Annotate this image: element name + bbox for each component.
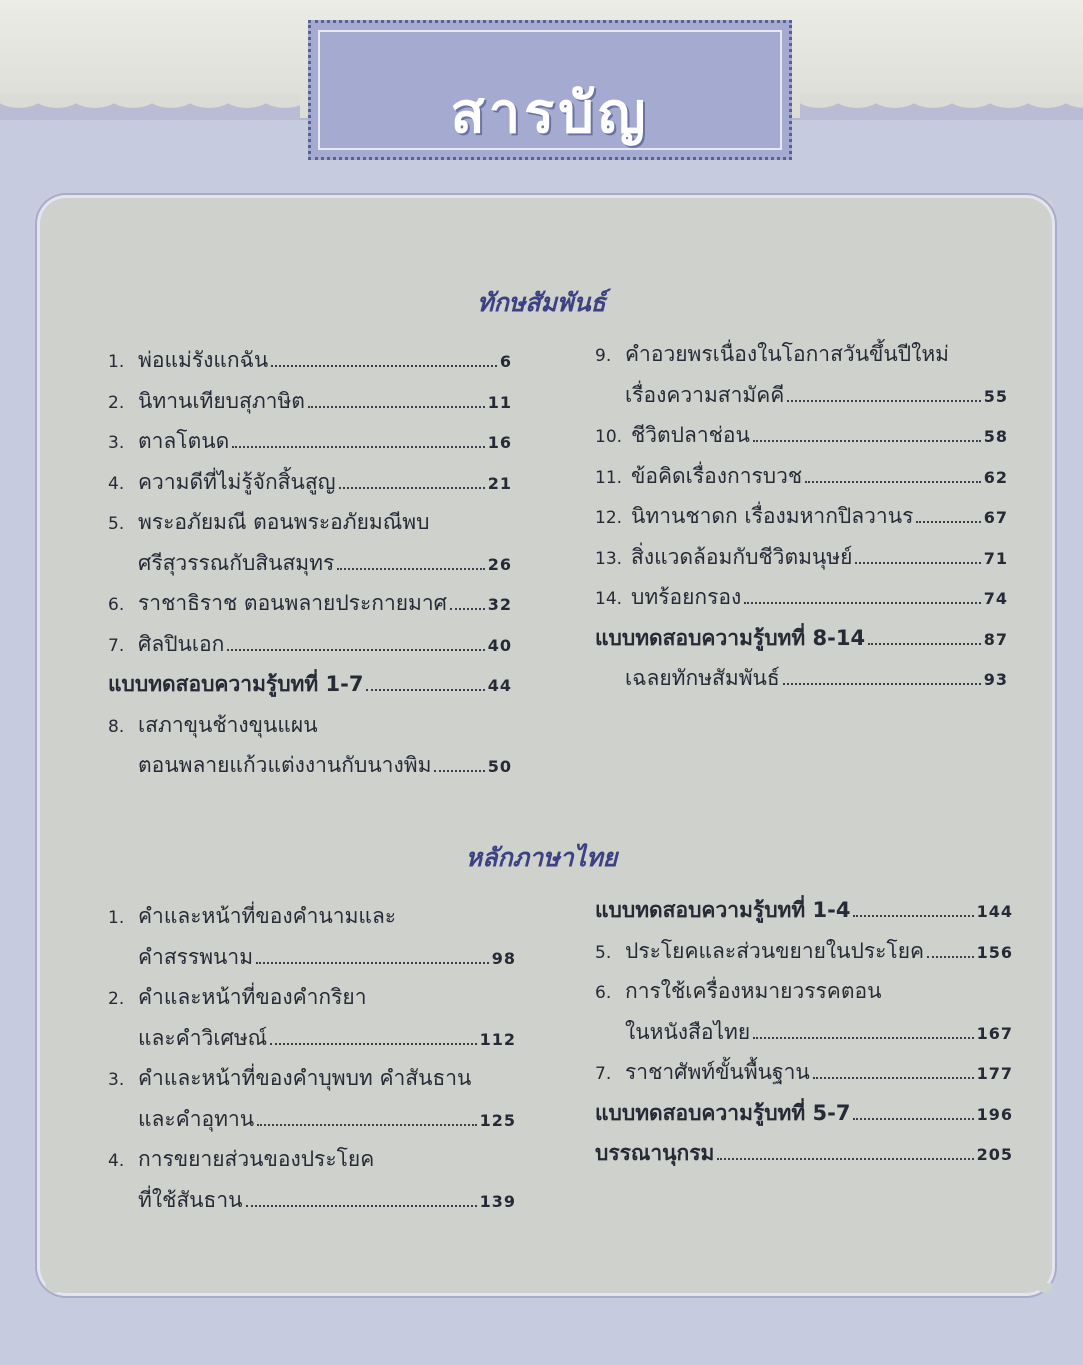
toc-entry: [108, 896, 516, 937]
toc-entry-title: แบบทดสอบความรู้บทที่ 1-4: [595, 898, 851, 922]
toc-entry-title: บทร้อยกรอง: [631, 585, 742, 609]
toc-list-thaksa-left: [108, 340, 512, 786]
toc-entry-page: 6: [499, 352, 512, 371]
dot-leader: [257, 1100, 476, 1126]
toc-entry-title: ราชาศัพท์ขั้นพื้นฐาน: [625, 1060, 810, 1084]
toc-entry: [108, 664, 512, 705]
toc-entry-title: ในหนังสือไทย: [625, 1019, 751, 1044]
toc-entry-title: การขยายส่วนของประโยค: [138, 1147, 375, 1171]
toc-entry: [108, 462, 512, 503]
toc-entry: [108, 937, 516, 978]
toc-entry: [595, 415, 1008, 456]
toc-entry-number: 11.: [595, 467, 623, 488]
toc-entry-title: ตาลโตนด: [138, 429, 230, 453]
toc-entry-title: แบบทดสอบความรู้บทที่ 1-7: [108, 672, 364, 696]
toc-entry-page: 21: [487, 473, 512, 493]
toc-entry: [108, 1018, 516, 1059]
toc-entry-page: 205: [976, 1145, 1013, 1164]
toc-entry: [108, 1099, 516, 1140]
dot-leader: [853, 891, 973, 917]
toc-entry: [595, 1133, 1013, 1174]
toc-entry-page: 112: [479, 1029, 516, 1049]
dot-leader: [308, 382, 485, 408]
toc-entry-title: และคำวิเศษณ์: [138, 1025, 268, 1050]
section-heading-thaksa: ทักษสัมพันธ์: [477, 288, 606, 317]
toc-entry: [595, 496, 1008, 537]
toc-entry-page: 87: [983, 629, 1008, 649]
dot-leader: [813, 1053, 974, 1079]
toc-entry-page: 139: [479, 1191, 516, 1211]
dot-leader: [271, 341, 497, 367]
toc-entry-number: 4.: [108, 1151, 125, 1171]
dot-leader: [927, 932, 974, 958]
dot-leader: [783, 659, 981, 685]
title-banner: [308, 20, 792, 160]
toc-entry-number: 3.: [108, 433, 125, 453]
toc-entry: [595, 375, 1008, 416]
toc-entry-number: 2.: [108, 392, 125, 413]
toc-entry-page: 58: [983, 427, 1008, 446]
toc-entry-page: 40: [487, 635, 512, 655]
toc-entry-title: แบบทดสอบความรู้บทที่ 5-7: [595, 1100, 851, 1125]
section-heading-grammar: หลักภาษาไทย: [465, 843, 618, 872]
toc-entry: [595, 577, 1008, 618]
toc-entry: [108, 502, 512, 543]
toc-entry-number: 5.: [108, 514, 125, 534]
toc-entry-number: 10.: [595, 427, 623, 447]
toc-entry: [595, 890, 1013, 931]
toc-entry-page: 98: [491, 948, 516, 968]
dot-leader: [717, 1134, 973, 1160]
toc-entry-title: บรรณานุกรม: [595, 1141, 715, 1165]
toc-entry-title: คำสรรพนาม: [138, 944, 254, 969]
toc-entry-page: 125: [479, 1110, 516, 1130]
toc-entry-number: 5.: [595, 942, 612, 963]
toc-entry-title: พระอภัยมณี ตอนพระอภัยมณีพบ: [138, 510, 430, 534]
dot-leader: [787, 376, 980, 402]
toc-entry-title: การใช้เครื่องหมายวรรคตอน: [625, 979, 882, 1003]
toc-entry-number: 7.: [108, 635, 125, 656]
toc-entry-title: ประโยคและส่วนขยายในประโยค: [625, 938, 925, 963]
toc-entry-page: 71: [983, 548, 1008, 568]
dot-leader: [450, 584, 485, 610]
toc-entry-title: ศรีสุวรรณกับสินสมุทร: [138, 550, 335, 575]
toc-entry-number: 6.: [108, 595, 125, 615]
dot-leader: [246, 1181, 477, 1207]
toc-entry-title: นิทานเทียบสุภาษิต: [138, 388, 305, 413]
toc-entry: [108, 1058, 516, 1099]
toc-entry: [595, 971, 1013, 1012]
toc-entry: [108, 624, 512, 665]
toc-entry-number: 9.: [595, 346, 612, 366]
toc-entry-title: เรื่องความสามัคคี: [625, 382, 785, 407]
dot-leader: [339, 463, 485, 489]
toc-entry-page: 62: [983, 467, 1008, 487]
toc-entry-title: และคำอุทาน: [138, 1106, 255, 1131]
toc-entry: [108, 745, 512, 786]
toc-entry: [108, 543, 512, 584]
toc-entry-page: 11: [487, 392, 512, 412]
dot-leader: [366, 665, 484, 691]
toc-entry: [108, 340, 512, 381]
toc-entry-number: 4.: [108, 473, 125, 494]
dot-leader: [744, 578, 981, 604]
toc-list-thaksa-right: [595, 334, 1008, 699]
toc-entry-page: 156: [976, 942, 1013, 962]
toc-entry-page: 44: [487, 676, 512, 695]
toc-entry: [595, 334, 1008, 375]
toc-entry: [595, 1012, 1013, 1053]
toc-entry: [108, 977, 516, 1018]
toc-entry: [595, 537, 1008, 578]
toc-entry-number: 8.: [108, 716, 125, 737]
header-scallop-right: [800, 94, 1083, 120]
toc-entry: [108, 1139, 516, 1180]
dot-leader: [434, 746, 484, 772]
toc-entry-page: 26: [487, 554, 512, 574]
dot-leader: [868, 619, 981, 645]
dot-leader: [805, 457, 981, 483]
toc-entry-page: 67: [983, 508, 1008, 527]
toc-entry: [108, 381, 512, 422]
toc-entry-page: 74: [983, 589, 1008, 608]
toc-entry-page: 50: [487, 757, 512, 776]
toc-entry-page: 55: [983, 386, 1008, 406]
toc-entry: [108, 583, 512, 624]
dot-leader: [227, 625, 484, 651]
dot-leader: [855, 538, 980, 564]
dot-leader: [232, 422, 485, 448]
page-title: สารบัญ: [450, 81, 650, 146]
toc-entry-page: 177: [976, 1064, 1013, 1083]
toc-entry-page: 167: [976, 1023, 1013, 1043]
toc-entry-number: 7.: [595, 1064, 612, 1084]
toc-entry-title: ชีวิตปลาช่อน: [631, 423, 750, 447]
toc-entry-number: 2.: [108, 989, 125, 1009]
toc-entry: [108, 421, 512, 462]
dot-leader: [270, 1019, 476, 1045]
toc-entry: [595, 1052, 1013, 1093]
toc-entry-number: 3.: [108, 1070, 125, 1090]
toc-entry-page: 93: [983, 670, 1008, 689]
toc-entry-title: ความดีที่ไม่รู้จักสิ้นสูญ: [138, 469, 336, 494]
toc-entry-number: 6.: [595, 983, 612, 1003]
toc-entry: [595, 931, 1013, 972]
toc-entry-number: 12.: [595, 508, 623, 528]
toc-entry-title: คำและหน้าที่ของคำกริยา: [138, 985, 367, 1009]
toc-entry: [595, 456, 1008, 497]
toc-entry-title: ราชาธิราช ตอนพลายประกายมาศ: [138, 591, 448, 615]
toc-entry-page: 16: [487, 433, 512, 452]
dot-leader: [853, 1094, 973, 1120]
dot-leader: [753, 1013, 973, 1039]
toc-entry-title: คำและหน้าที่ของคำบุพบท คำสันธาน: [138, 1066, 472, 1090]
toc-entry: [108, 705, 512, 746]
toc-entry-title: เสภาขุนช้างขุนแผน: [138, 712, 318, 737]
dot-leader: [256, 938, 489, 964]
toc-entry-title: คำอวยพรเนื่องในโอกาสวันขึ้นปีใหม่: [625, 342, 950, 366]
toc-entry: [108, 1180, 516, 1221]
dot-leader: [916, 497, 980, 523]
toc-entry: [595, 658, 1008, 699]
toc-entry-title: ตอนพลายแก้วแต่งงานกับนางพิม: [138, 753, 432, 777]
toc-entry-title: คำและหน้าที่ของคำนามและ: [138, 904, 397, 928]
toc-entry-title: เฉลยทักษสัมพันธ์: [625, 666, 780, 690]
toc-entry-page: 196: [976, 1104, 1013, 1124]
toc-list-grammar-right: [595, 890, 1013, 1174]
toc-entry-number: 13.: [595, 548, 623, 569]
dot-leader: [753, 416, 981, 442]
toc-entry: [595, 1093, 1013, 1134]
dot-leader: [337, 544, 484, 570]
toc-entry-page: 32: [487, 595, 512, 614]
panel-scallop-bottom: [40, 1283, 1052, 1303]
toc-entry-title: สิ่งแวดล้อมกับชีวิตมนุษย์: [631, 544, 853, 569]
toc-entry-title: นิทานชาดก เรื่องมหากปิลวานร: [631, 504, 914, 528]
toc-entry-number: 1.: [108, 352, 125, 372]
toc-entry-number: 14.: [595, 589, 623, 609]
toc-entry-title: แบบทดสอบความรู้บทที่ 8-14: [595, 625, 866, 650]
toc-entry-title: ศิลปินเอก: [138, 631, 225, 656]
toc-entry-page: 144: [976, 902, 1013, 921]
toc-entry-number: 1.: [108, 908, 125, 928]
toc-entry-title: พ่อแม่รังแกฉัน: [138, 348, 269, 372]
header-scallop-left: [0, 94, 300, 120]
toc-entry-title: ที่ใช้สันธาน: [138, 1187, 243, 1212]
toc-entry: [595, 618, 1008, 659]
toc-entry-title: ข้อคิดเรื่องการบวช: [631, 463, 803, 488]
toc-list-grammar-left: [108, 896, 516, 1220]
